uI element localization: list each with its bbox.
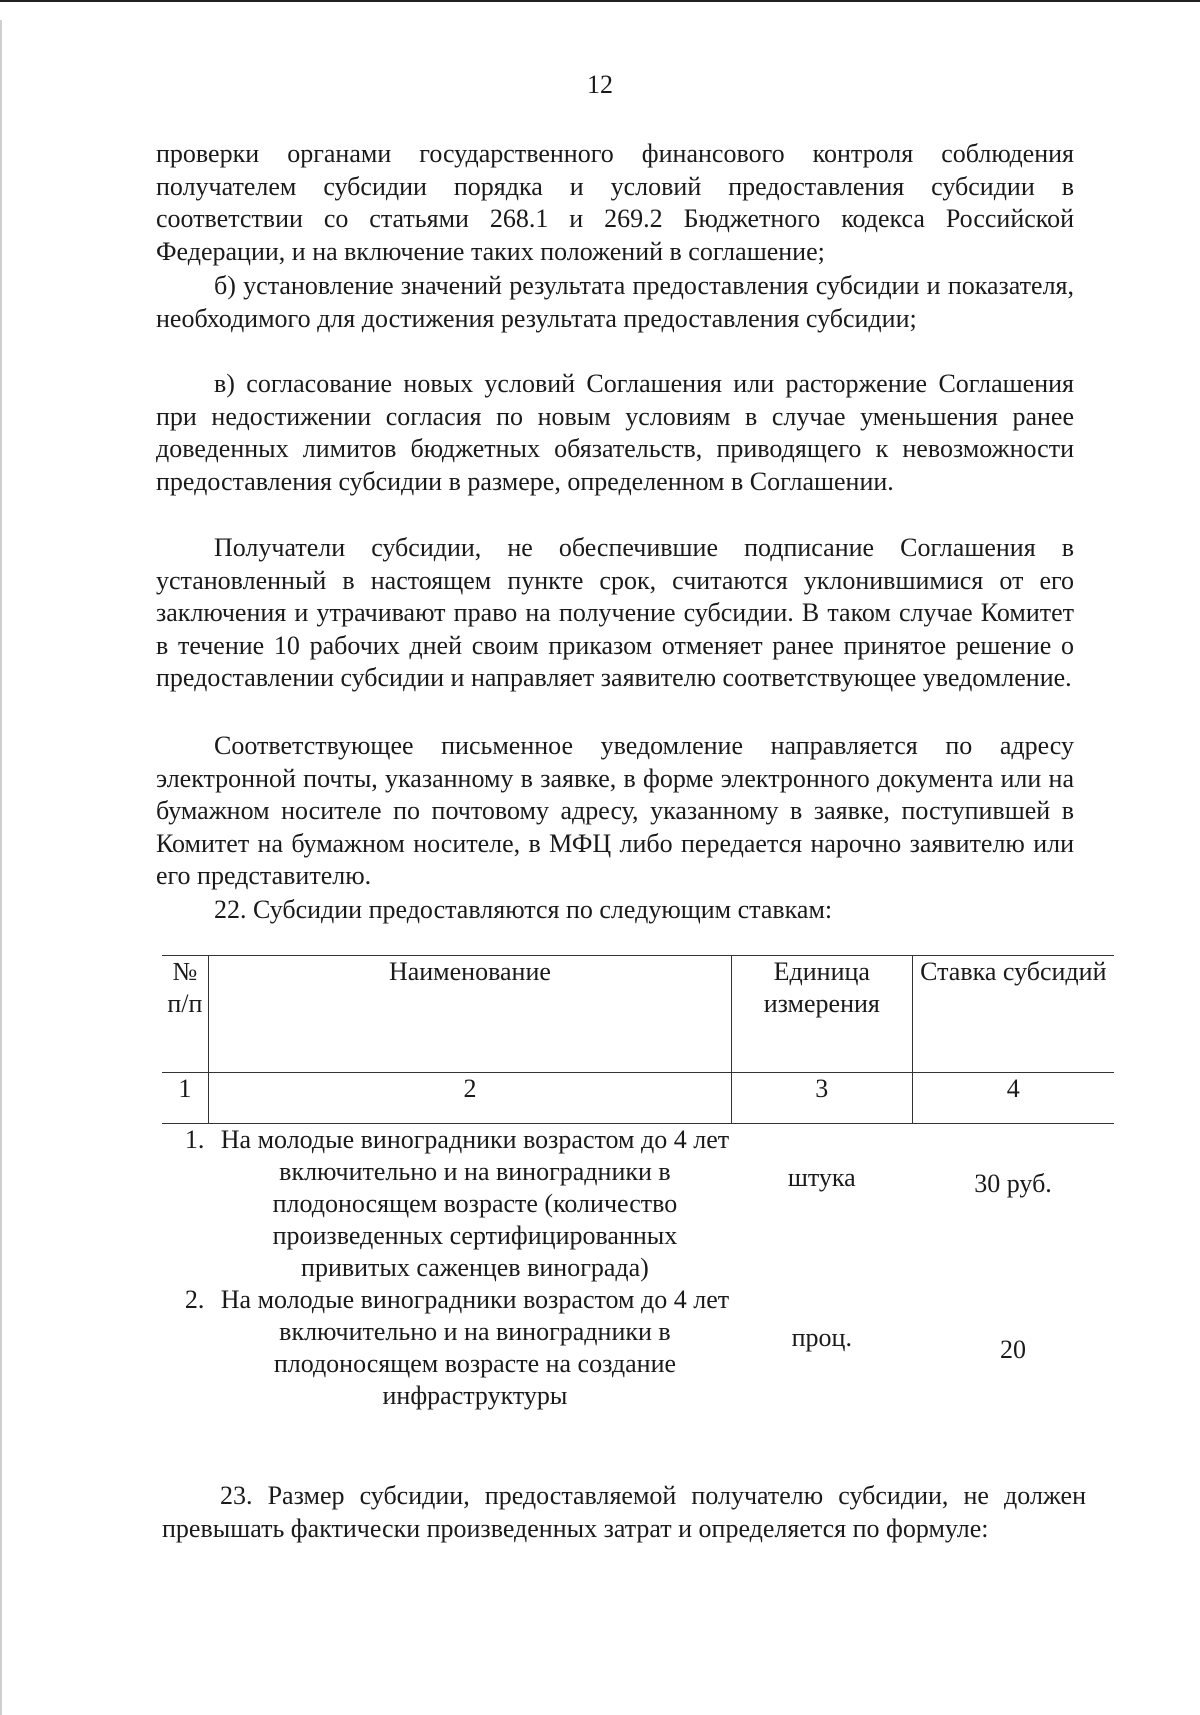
page-number: 12 <box>587 70 613 99</box>
column-number-3: 3 <box>732 1073 913 1124</box>
page-top-edge <box>0 0 1200 2</box>
column-number-4: 4 <box>912 1073 1114 1124</box>
paragraph-item-v: в) согласование новых условий Соглашения или расторжение Соглашения при недостижении согласия по новым условиям в случае уменьшения ранее доведенных лимитов бюджетных обязательств, приводящего к невозможности предоставления субсидии в размере, определенном в Соглашении. <box>156 369 1074 496</box>
paragraph-control-provisions: проверки органами государственного финансового контроля соблюдения получателем субсидии порядка и условий предоставления субсидии в соответствии со статьями 268.1 и 269.2 Бюджетного кодекса Российской Федерации, и на включение таких положений в соглашение; <box>156 139 1074 266</box>
header-unit: Единица измерения <box>732 956 913 1073</box>
row-number: 2. <box>184 1285 205 1314</box>
row-unit: проц. <box>791 1323 852 1352</box>
row-number: 1. <box>184 1125 205 1154</box>
table-row <box>162 1284 1114 1412</box>
table-column-numbers-row <box>162 1073 1114 1124</box>
header-name: Наименование <box>208 956 731 1073</box>
column-number-1: 1 <box>162 1073 208 1124</box>
paragraph-evasion: Получатели субсидии, не обеспечившие подписание Соглашения в установленный в настоящем пункте срок, считаются уклонившимися от его заключения и утрачивают право на получение субсидии. В таком случае Комитет в течение 10 рабочих дней своим приказом отменяет ранее принятое решение о предоставлении субсидии и направляет заявителю соответствующее уведомление. <box>156 533 1074 693</box>
paragraph-item-b: б) установление значений результата предоставления субсидии и показателя, необходимого для достижения результата предоставления субсидии; <box>156 271 1074 333</box>
paragraph-22-heading: 22. Субсидии предоставляются по следующим ставкам: <box>214 895 833 924</box>
column-number-2: 2 <box>208 1073 731 1124</box>
row-rate: 30 руб. <box>974 1169 1052 1198</box>
paragraph-notification: Соответствующее письменное уведомление направляется по адресу электронной почты, указанному в заявке, в форме электронного документа или на бумажном носителе по почтовому адресу, указанному в заявке, поступившей в Комитет на бумажном носителе, в МФЦ либо передается нарочно заявителю или его представителю. <box>156 731 1074 891</box>
paragraph-23-formula: 23. Размер субсидии, предоставляемой получателю субсидии, не должен превышать фактически произведенных затрат и определяется по формуле: <box>162 1481 1086 1543</box>
table-header-row <box>162 956 1114 1073</box>
row-name: На молодые виноградники возрастом до 4 лет включительно и на виноградники в плодоносящем возрасте (количество произведенных сертифицированных привитых саженцев винограда) <box>220 1125 730 1282</box>
row-name: На молодые виноградники возрастом до 4 лет включительно и на виноградники в плодоносящем возрасте на создание инфраструктуры <box>220 1285 730 1410</box>
header-number: № п/п <box>162 956 208 1073</box>
subsidy-rates-table <box>162 955 1114 1412</box>
table-row <box>162 1124 1114 1285</box>
header-rate: Ставка субсидий <box>912 956 1114 1073</box>
row-rate: 20 <box>1000 1335 1027 1364</box>
row-unit: штука <box>787 1163 856 1192</box>
scan-left-edge <box>0 20 2 1715</box>
